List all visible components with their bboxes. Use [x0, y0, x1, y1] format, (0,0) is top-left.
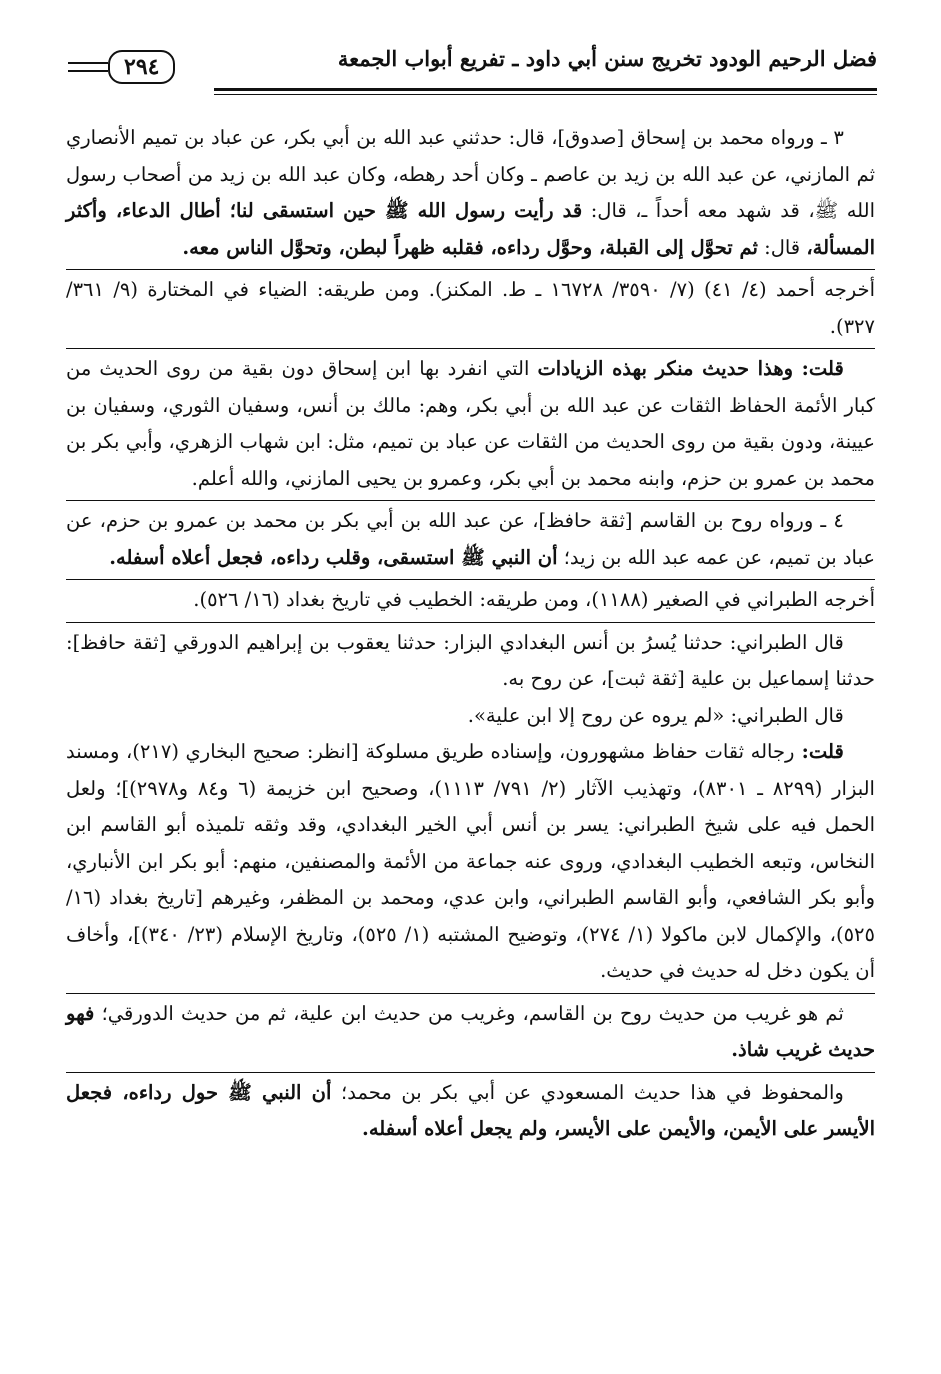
page-header	[64, 40, 877, 100]
running-title: فضل الرحيم الودود تخريج سنن أبي داود ـ تفريع أبواب الجمعة	[337, 46, 877, 71]
text-run: ٤ ـ ورواه روح بن القاسم [ثقة حافظ]، عن عبد الله بن أبي بكر بن محمد بن عمرو بن حزم، عن عباد بن تميم، عن عمه عبد الله بن زيد؛	[66, 509, 875, 569]
paragraph-comment-1	[66, 348, 875, 497]
bold-text-run: أن النبي ﷺ استسقى، وقلب رداءه، فجعل أعلاه أسفله.	[109, 545, 558, 569]
bold-text-run: قد رأيت رسول الله ﷺ حين استسقى لنا؛ أطال الدعاء، وأكثر المسألة،	[66, 199, 875, 259]
paragraph-narration-4	[66, 500, 875, 576]
text-run: رجاله ثقات حفاظ مشهورون، وإسناده طريق مسلوكة [انظر: صحيح البخاري (٢١٧)، ومسند البزار (٨٢٩٩ ـ ٨٣٠١)، وتهذيب الآثار (٢/ ٧٩١/ ١١١٣)، وصحيح ابن خزيمة (٦ و٨٤ و٢٩٧٨)]؛ ولعل الحمل فيه على شيخ الطبراني: يسر بن أنس أبي الخير البغدادي، وقد وثقه تلميذه أبو القاسم ابن النخاس، وتبعه الخطيب البغدادي، وروى عنه جماعة من الأئمة والمصنفين، منهم: أبو بكر ابن الأنباري، وأبو بكر الشافعي، وأبو القاسم الطبراني، وابن عدي، ومحمد بن المظفر، وغيرهم [تاريخ بغداد (١٦/ ٥٢٥)، والإكمال لابن ماكولا (١/ ٢٧٤)، وتوضيح المشتبه (١/ ٥٢٥)، وتاريخ الإسلام (٢٣/ ٣٤٠)]، وأخاف أن يكون دخل له حديث في حديث.	[66, 740, 875, 982]
text-run: ثم هو غريب من حديث روح بن القاسم، وغريب من حديث ابن علية، ثم من حديث الدورقي؛	[94, 1001, 844, 1025]
page-body	[66, 120, 875, 1344]
bold-text-run: ثم تحوَّل إلى القبلة، وحوَّل رداءه، فقلبه ظهراً لبطن، وتحوَّل الناس معه.	[182, 235, 758, 259]
paragraph-tabarani-isnad	[66, 622, 875, 698]
paragraph-comment-2	[66, 734, 875, 990]
bold-text-run: أن النبي ﷺ حول رداءه، فجعل الأيسر على الأيمن، والأيمن على الأيسر، ولم يجعل أعلاه أسفله.	[66, 1080, 875, 1140]
bold-text-run: وهذا حديث منكر بهذه الزيادات	[537, 357, 794, 380]
paragraph-takhrij-ahmad	[66, 269, 875, 345]
header-rule	[214, 88, 877, 91]
page-number-ornament	[64, 50, 175, 84]
bold-text-run: فهو حديث غريب شاذ.	[66, 1001, 875, 1061]
text-run: قال:	[757, 235, 807, 259]
paragraph-narration-3	[66, 120, 875, 266]
bold-text-run: قلت:	[794, 740, 844, 763]
ornament-lines	[68, 62, 108, 72]
bold-text-run: قلت:	[793, 357, 844, 380]
paragraph-takhrij-tabarani	[66, 579, 875, 619]
paragraph-conclusion	[66, 993, 875, 1069]
text-run: قال الطبراني: حدثنا يُسرُ بن أنس البغدادي البزار: حدثنا يعقوب بن إبراهيم الدورقي [ثقة حافظ]: حدثنا إسماعيل بن علية [ثقة ثبت]، عن روح به.	[66, 630, 875, 690]
text-run: أخرجه الطبراني في الصغير (١١٨٨)، ومن طريقه: الخطيب في تاريخ بغداد (١٦/ ٥٢٦).	[193, 588, 875, 611]
text-run: ٣ ـ ورواه محمد بن إسحاق [صدوق]، قال: حدثني عبد الله بن أبي بكر، عن عباد بن تميم الأنصاري ثم المازني، عن عبد الله بن زيد بن عاصم ـ وكان أحد رهطه، وكان عبد الله بن زيد من أصحاب رسول الله ﷺ، قد شهد معه أحداً ـ، قال:	[66, 126, 875, 222]
header-rule-thin	[214, 94, 877, 95]
text-run: التي انفرد بها ابن إسحاق دون بقية من روى الحديث من كبار الأئمة الحفاظ الثقات عن عبد الله بن أبي بكر، وهم: مالك بن أنس، وسفيان الثوري، وسفيان بن عيينة، ودون بقية من روى الحديث من الثقات عن عباد بن تميم، مثل: ابن شهاب الزهري، وأبي بكر بن محمد بن عمرو بن حزم، وابنه محمد بن أبي بكر، وعمرو بن يحيى المازني، والله أعلم.	[66, 357, 875, 490]
text-run: قال الطبراني: «لم يروه عن روح إلا ابن علية».	[467, 703, 844, 727]
text-run: أخرجه أحمد (٤/ ٤١) (٧/ ٣٥٩٠/ ١٦٧٢٨ ـ ط. المكنز). ومن طريقه: الضياء في المختارة (٩/ ٣٦١/ ٣٢٧).	[66, 278, 875, 338]
paragraph-mahfuz	[66, 1072, 875, 1148]
text-run: والمحفوظ في هذا حديث المسعودي عن أبي بكر بن محمد؛	[331, 1080, 844, 1104]
page-number: ٢٩٤	[108, 50, 175, 84]
paragraph-tabarani-remark	[66, 698, 875, 735]
